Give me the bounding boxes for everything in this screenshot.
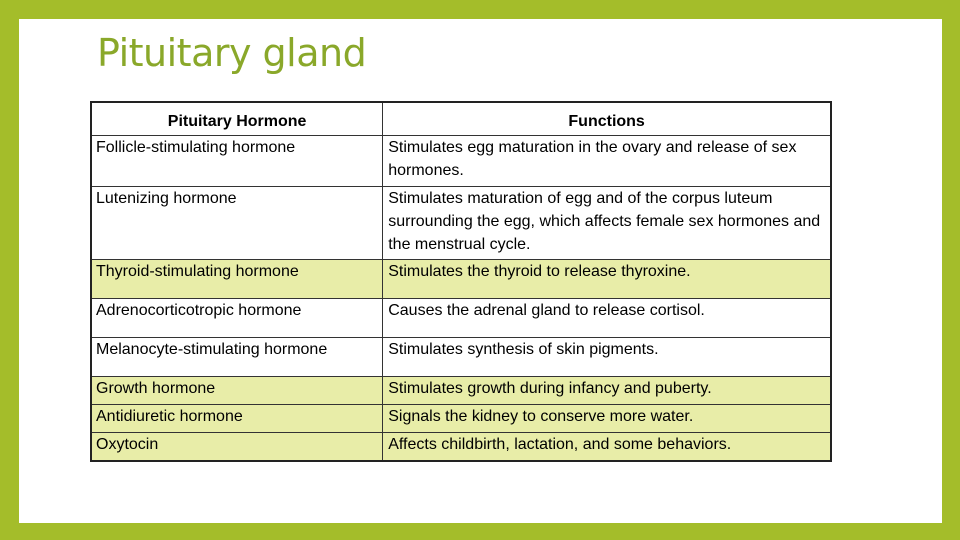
table-row: [91, 136, 831, 187]
table-row: [91, 338, 831, 377]
function-cell: Stimulates growth during infancy and puberty.: [383, 377, 831, 405]
function-cell: Stimulates synthesis of skin pigments.: [383, 338, 831, 377]
table-row: [91, 405, 831, 433]
table-row: [91, 377, 831, 405]
function-cell: Stimulates the thyroid to release thyroxine.: [383, 260, 831, 299]
function-cell: Stimulates egg maturation in the ovary and release of sex hormones.: [383, 136, 831, 187]
hormone-cell: Thyroid-stimulating hormone: [91, 260, 383, 299]
hormone-cell: Follicle-stimulating hormone: [91, 136, 383, 187]
function-cell: Causes the adrenal gland to release cortisol.: [383, 299, 831, 338]
hormone-table: [90, 101, 832, 462]
function-cell: Affects childbirth, lactation, and some behaviors.: [383, 433, 831, 462]
hormone-cell: Antidiuretic hormone: [91, 405, 383, 433]
table-header-row: [91, 102, 831, 136]
table-row: [91, 299, 831, 338]
header-functions: Functions: [383, 102, 831, 136]
hormone-cell: Growth hormone: [91, 377, 383, 405]
hormone-cell: Oxytocin: [91, 433, 383, 462]
header-pituitary-hormone: Pituitary Hormone: [91, 102, 383, 136]
hormone-cell: Lutenizing hormone: [91, 187, 383, 260]
function-cell: Signals the kidney to conserve more water.: [383, 405, 831, 433]
table-row: [91, 433, 831, 462]
table-row: [91, 187, 831, 260]
function-cell: Stimulates maturation of egg and of the corpus luteum surrounding the egg, which affects female sex hormones and the menstrual cycle.: [383, 187, 831, 260]
hormone-cell: Melanocyte-stimulating hormone: [91, 338, 383, 377]
slide: [19, 19, 942, 523]
table-row: [91, 260, 831, 299]
hormone-cell: Adrenocorticotropic hormone: [91, 299, 383, 338]
slide-title: Pituitary gland: [97, 31, 367, 75]
